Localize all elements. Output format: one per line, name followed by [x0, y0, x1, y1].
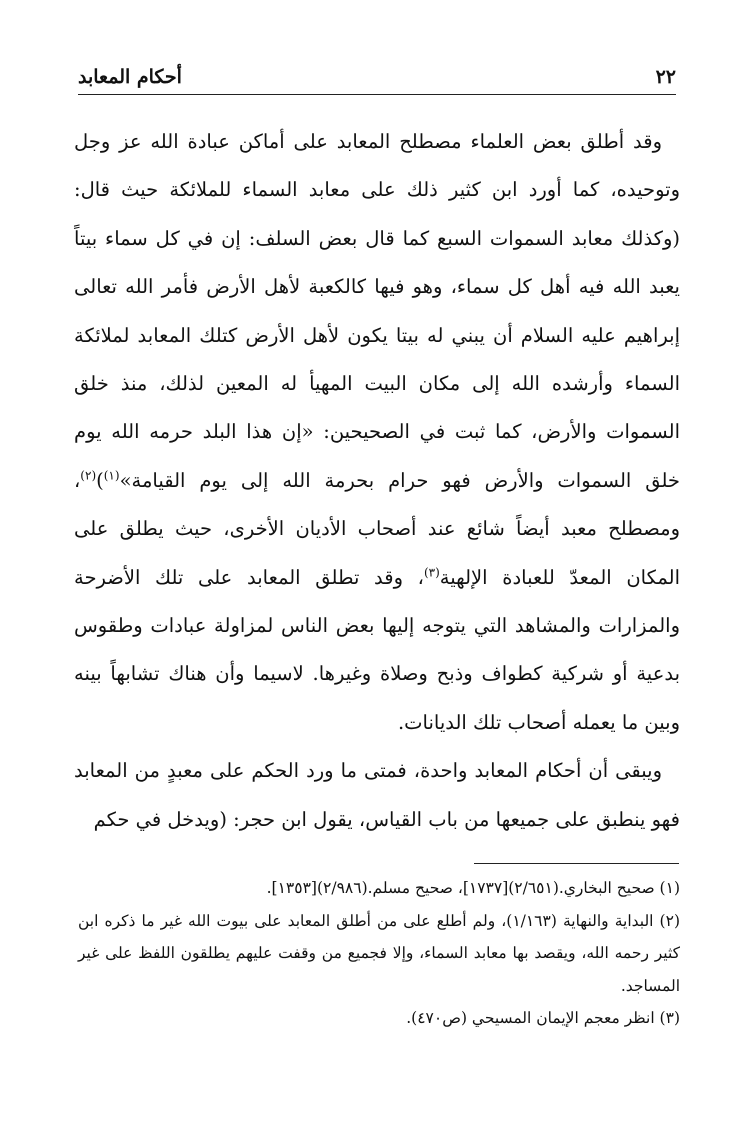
footnote-ref-1: (١) — [103, 468, 120, 483]
paragraph-1: وقد أطلق بعض العلماء مصطلح المعابد على أماكن عبادة الله عز وجل وتوحيده، كما أورد ابن كثير ذلك على معابد السماء للملائكة حيث قال: (وكذلك معابد السموات السبع كما قال بعض السلف: إن في كل سماء بيتاً يعبد الله فيه أهل كل سماء، وهو فيها كالكعبة لأهل الأرض فأمر الله تعالى إبراهيم عليه السلام أن يبني له بيتا يكون لأهل الأرض كتلك المعابد لملائكة السماء وأرشده الله إلى مكان البيت المهيأ له المعين لذلك، منذ خلق السموات والأرض، كما ثبت في الصحيحين: «إن هذا البلد حرمه الله يوم خلق السموات والأرض فهو حرام بحرمة الله إلى يوم القيامة»$^{(١)}$)$^{(٢)}$، ومصطلح معبد أيضاً شائع عند أصحاب الأديان الأخرى، حيث يطلق على المكان المعدّ للعبادة الإلهية$^{(٣)}$، وقد تطلق المعابد على تلك الأضرحة والمزارات والمشاهد التي يتوجه إليها بعض الناس لمزاولة عبادات وطقوس بدعية أو شركية كطواف وذبح وصلاة وغيرها. لاسيما وأن هناك تشابهاً بينه وبين ما يعمله أصحاب تلك الديانات. — [74, 130, 680, 734]
footnotes — [78, 872, 680, 1035]
page-number: ٢٢ — [655, 66, 676, 88]
main-text — [74, 118, 680, 844]
footnote-1: (١) صحيح البخاري.(٢/٦٥١)[١٧٣٧]، صحيح مسلم.(٢/٩٨٦)[١٣٥٣]. — [266, 879, 680, 897]
running-header — [78, 58, 676, 88]
footnote-2: (٢) البداية والنهاية (١/١٦٣)، ولم أطلع على من أطلق المعابد على بيوت الله غير ما ذكره ابن كثير رحمه الله، ويقصد بها معابد السماء، وإلا فجميع من وقفت عليهم يطلقون اللفظ على غير المساجد. — [78, 911, 680, 995]
footnote-ref-2: (٢) — [80, 468, 97, 483]
chapter-title: أحكام المعابد — [78, 66, 182, 88]
footnote-3: (٣) انظر معجم الإيمان المسيحي (ص٤٧٠). — [406, 1009, 680, 1027]
footnote-ref-3: (٣) — [423, 565, 440, 580]
header-divider — [78, 94, 676, 95]
paragraph-2: ويبقى أن أحكام المعابد واحدة، فمتى ما ورد الحكم على معبدٍ من المعابد فهو ينطبق على جميعها من باب القياس، يقول ابن حجر: (ويدخل في حكم — [74, 759, 680, 831]
footnote-divider — [474, 863, 679, 864]
